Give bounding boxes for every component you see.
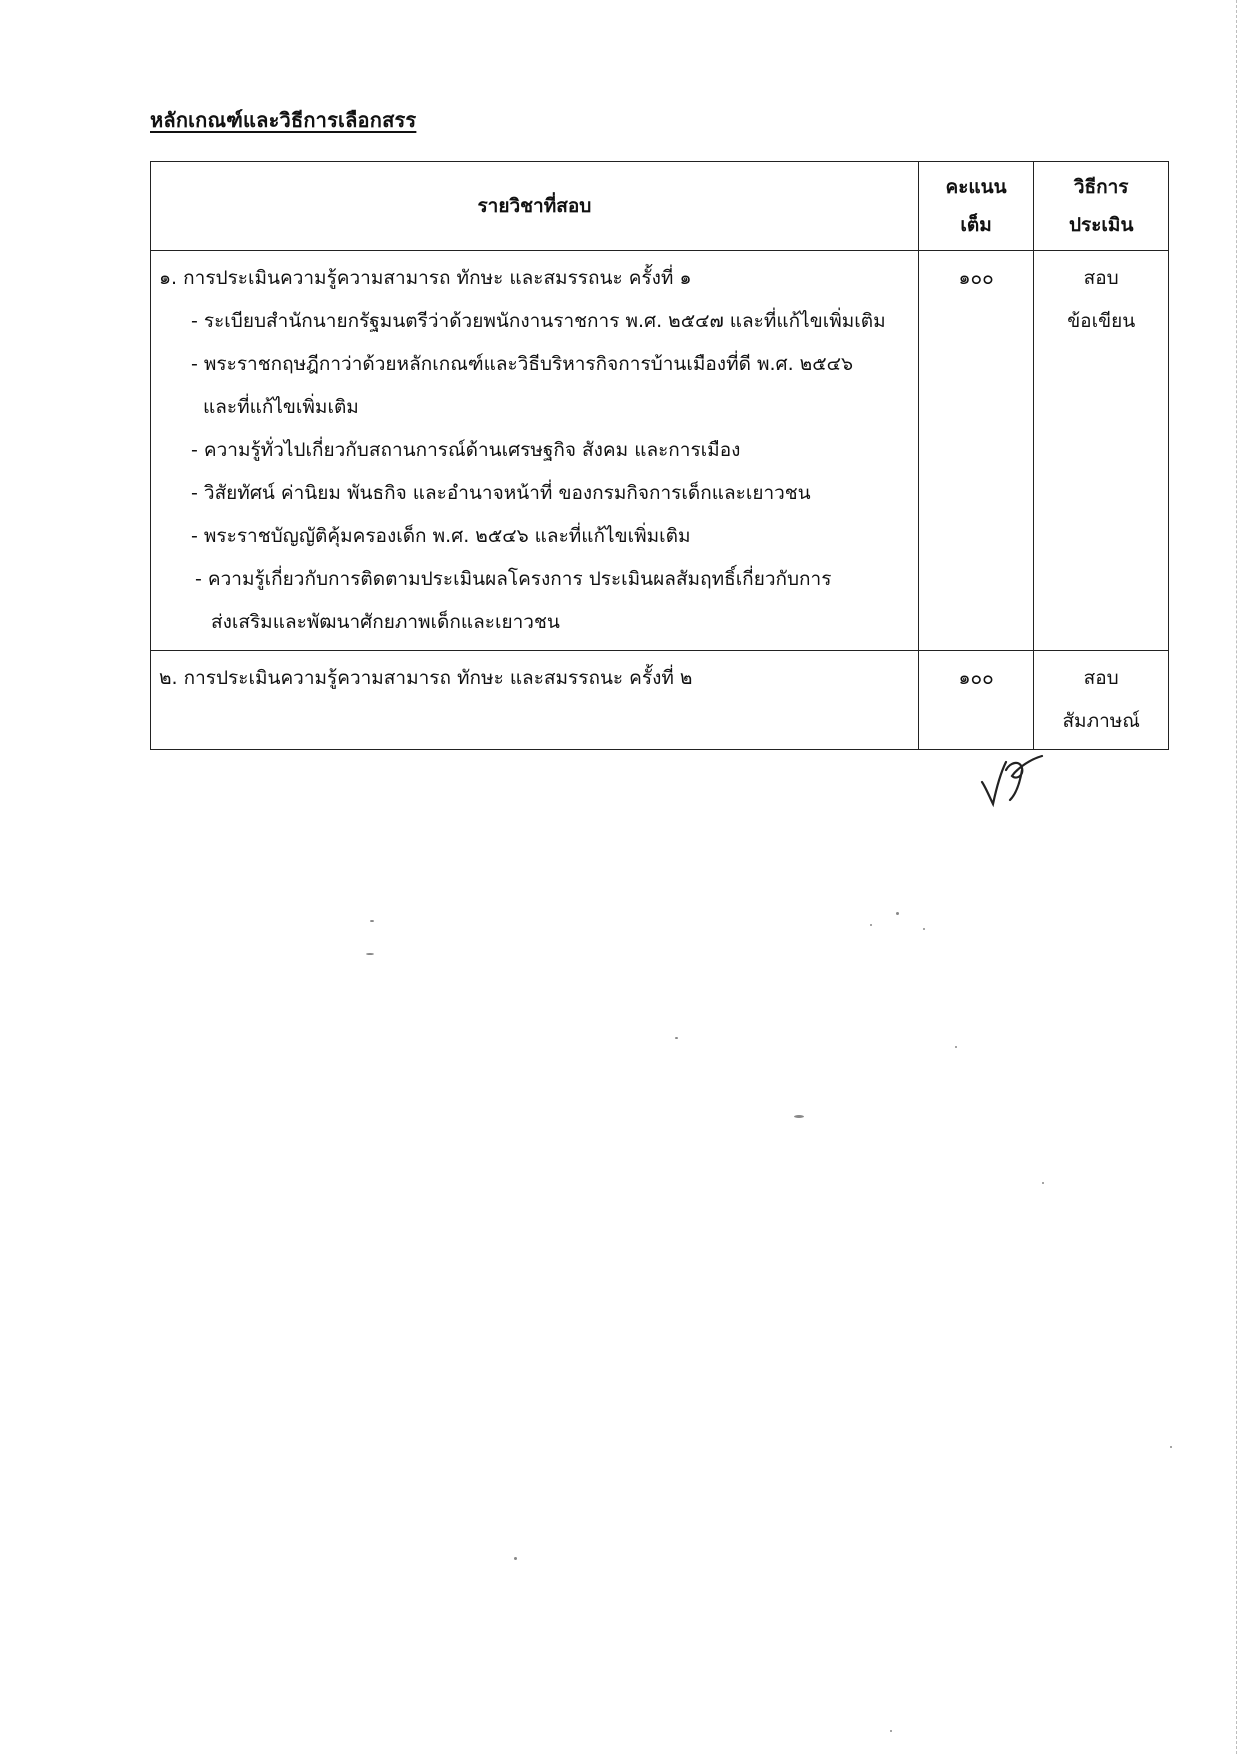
header-score-line1: คะแนน (945, 176, 1007, 198)
scan-speck (370, 920, 374, 922)
header-score-line2: เต็ม (960, 214, 992, 236)
row1-title: ๑. การประเมินความรู้ความสามารถ ทักษะ และสมรรถนะ ครั้งที่ ๑ (159, 267, 692, 289)
scan-speck (896, 912, 899, 915)
criteria-table (150, 161, 1169, 750)
header-score (918, 162, 1034, 251)
row2-title: ๒. การประเมินความรู้ความสามารถ ทักษะ และสมรรถนะ ครั้งที่ ๒ (159, 667, 693, 689)
header-subject-label: รายวิชาที่สอบ (477, 195, 592, 217)
table-row (151, 651, 1169, 750)
row1-item-continuation: และที่แก้ไขเพิ่มเติม (203, 396, 359, 418)
row1-score-cell (918, 251, 1034, 651)
row2-method-line2: สัมภาษณ์ (1062, 710, 1140, 732)
row1-method-cell (1034, 251, 1169, 651)
row1-item-continuation: ส่งเสริมและพัฒนาศักยภาพเด็กและเยาวชน (211, 611, 560, 633)
scan-speck (794, 1115, 804, 1118)
header-method-line1: วิธีการ (1073, 176, 1129, 198)
header-method-line2: ประเมิน (1068, 214, 1134, 236)
section-heading: หลักเกณฑ์และวิธีการเลือกสรร (150, 108, 417, 132)
row2-score: ๑๐๐ (958, 667, 994, 689)
row1-subject-cell (151, 251, 919, 651)
row1-item: - วิสัยทัศน์ ค่านิยม พันธกิจ และอำนาจหน้าที่ ของกรมกิจการเด็กและเยาวชน (191, 482, 811, 504)
header-subject (151, 162, 919, 251)
scan-speck (870, 924, 872, 926)
row1-item: - พระราชบัญญัติคุ้มครองเด็ก พ.ศ. ๒๕๔๖ และที่แก้ไขเพิ่มเติม (191, 525, 691, 547)
row2-method-cell (1034, 651, 1169, 750)
row1-method-line1: สอบ (1083, 267, 1119, 289)
row1-item: - ความรู้เกี่ยวกับการติดตามประเมินผลโครงการ ประเมินผลสัมฤทธิ์เกี่ยวกับการ (195, 568, 832, 590)
row1-item: - พระราชกฤษฎีกาว่าด้วยหลักเกณฑ์และวิธีบริหารกิจการบ้านเมืองที่ดี พ.ศ. ๒๕๔๖ (191, 353, 854, 375)
scan-speck (1170, 1446, 1172, 1448)
table-header-row (151, 162, 1169, 251)
table-row (151, 251, 1169, 651)
scan-edge-line (1236, 0, 1238, 1754)
row2-subject-cell (151, 651, 919, 750)
row1-item: - ความรู้ทั่วไปเกี่ยวกับสถานการณ์ด้านเศรษฐกิจ สังคม และการเมือง (191, 439, 741, 461)
scan-speck (923, 928, 925, 930)
scan-speck (890, 1730, 892, 1732)
header-method (1034, 162, 1169, 251)
handwritten-signature (976, 740, 1066, 810)
row2-score-cell (918, 651, 1034, 750)
scan-speck (1042, 1182, 1044, 1184)
row1-item: - ระเบียบสำนักนายกรัฐมนตรีว่าด้วยพนักงานราชการ พ.ศ. ๒๕๔๗ และที่แก้ไขเพิ่มเติม (191, 310, 886, 332)
row2-method-line1: สอบ (1083, 667, 1119, 689)
row1-method-line2: ข้อเขียน (1067, 310, 1136, 332)
scan-speck (955, 1046, 957, 1048)
scan-speck (514, 1557, 517, 1560)
row1-score: ๑๐๐ (958, 267, 994, 289)
scan-speck (366, 953, 374, 955)
scan-speck (675, 1037, 678, 1039)
